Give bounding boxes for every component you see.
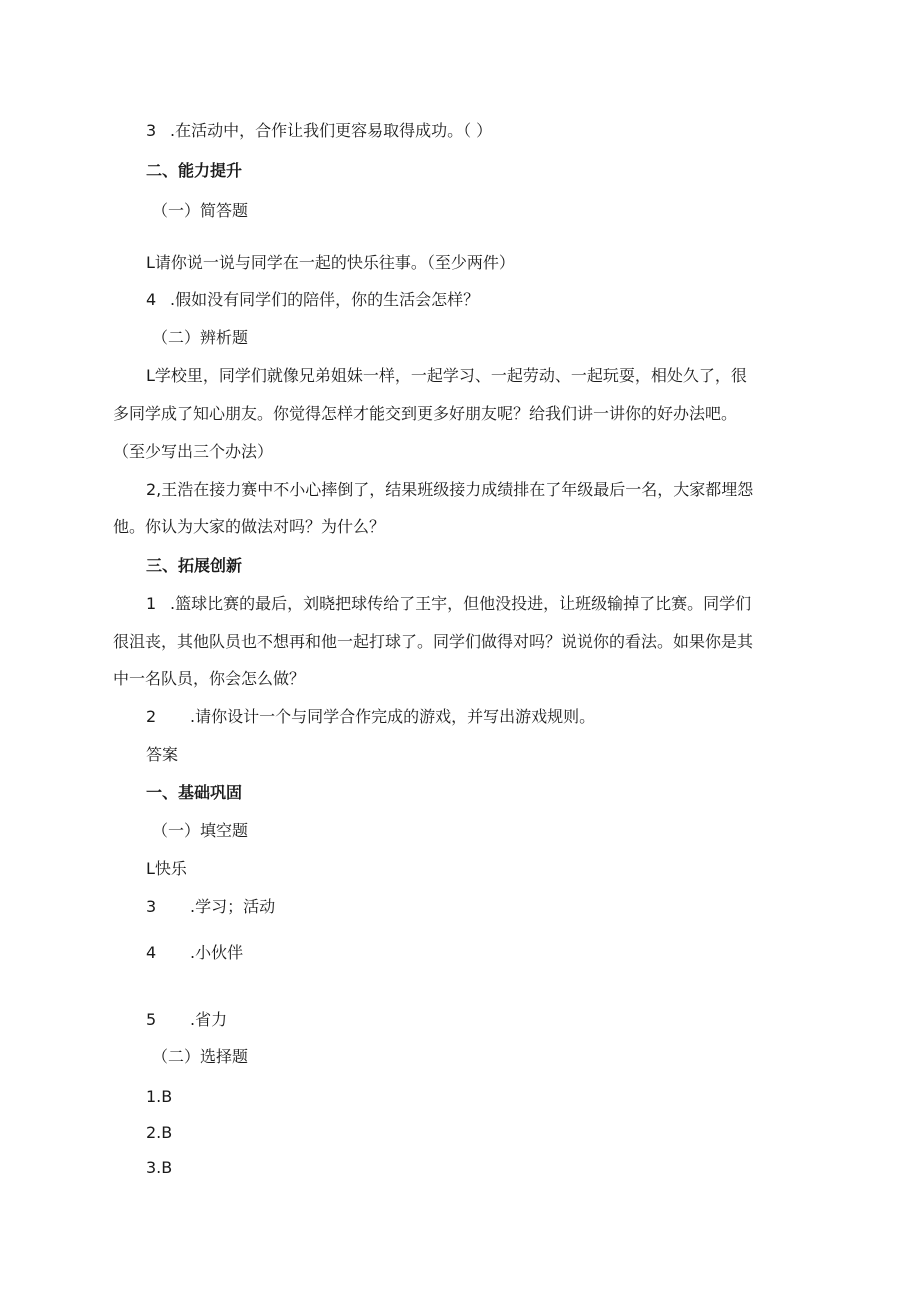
choice-answer-2: 2.B — [146, 1123, 173, 1142]
fill-blank-answer-1: L快乐 — [146, 859, 187, 878]
item-number: 2 — [146, 707, 157, 726]
answers-section-heading-basic: 一、基础巩固 — [146, 783, 243, 802]
item-number: 3 — [146, 897, 157, 916]
subheading-fill-blank: （一）填空题 — [152, 821, 249, 840]
short-answer-item-2 — [146, 290, 479, 310]
subheading-short-answer: （一）简答题 — [152, 201, 249, 220]
choice-answer-1: 1.B — [146, 1087, 173, 1106]
short-answer-item-1: L请你说一说与同学在一起的快乐往事。（至少两件） — [146, 253, 515, 272]
section-heading-extension: 三、拓展创新 — [146, 556, 243, 575]
fill-blank-answer-4 — [146, 943, 243, 963]
analysis-item-2-line-2: 他。你认为大家的做法对吗？为什么？ — [113, 517, 386, 536]
item-text: .学习；活动 — [190, 897, 276, 916]
analysis-item-1-line-3: （至少写出三个办法） — [113, 442, 274, 461]
basic-item-3 — [146, 121, 492, 141]
item-text: .篮球比赛的最后，刘晓把球传给了王宇，但他没投进，让班级输掉了比赛。同学们 — [170, 594, 752, 613]
item-text: .请你设计一个与同学合作完成的游戏，并写出游戏规则。 — [190, 707, 596, 726]
item-number: 4 — [146, 943, 157, 962]
fill-blank-answer-5 — [146, 1010, 227, 1030]
extension-item-1-line-2: 很沮丧，其他队员也不想再和他一起打球了。同学们做得对吗？说说你的看法。如果你是其 — [113, 632, 754, 651]
item-text: .省力 — [190, 1010, 228, 1029]
subheading-choice: （二）选择题 — [152, 1047, 249, 1066]
analysis-item-2-line-1: 2,王浩在接力赛中不小心摔倒了，结果班级接力成绩排在了年级最后一名，大家都埋怨 — [146, 480, 754, 499]
item-number: 1 — [146, 594, 157, 613]
item-text: .小伙伴 — [190, 943, 244, 962]
analysis-item-1-line-1: L学校里，同学们就像兄弟姐妹一样，一起学习、一起劳动、一起玩耍，相处久了，很 — [146, 366, 747, 385]
item-number: 3 — [146, 121, 157, 140]
fill-blank-answer-3 — [146, 897, 275, 917]
item-text: .假如没有同学们的陪伴，你的生活会怎样？ — [170, 290, 480, 309]
item-text: .在活动中，合作让我们更容易取得成功。（ ） — [170, 121, 493, 140]
extension-item-1-line-3: 中一名队员，你会怎么做？ — [113, 669, 306, 688]
choice-answer-3: 3.B — [146, 1158, 173, 1177]
item-number: 4 — [146, 290, 157, 309]
extension-item-2 — [146, 707, 595, 727]
extension-item-1-line-1 — [146, 594, 751, 614]
section-heading-ability: 二、能力提升 — [146, 161, 243, 180]
item-number: 5 — [146, 1010, 157, 1029]
subheading-analysis: （二）辨析题 — [152, 328, 249, 347]
answers-title: 答案 — [146, 745, 179, 764]
analysis-item-1-line-2: 多同学成了知心朋友。你觉得怎样才能交到更多好朋友呢？给我们讲一讲你的好办法吧。 — [113, 404, 738, 423]
